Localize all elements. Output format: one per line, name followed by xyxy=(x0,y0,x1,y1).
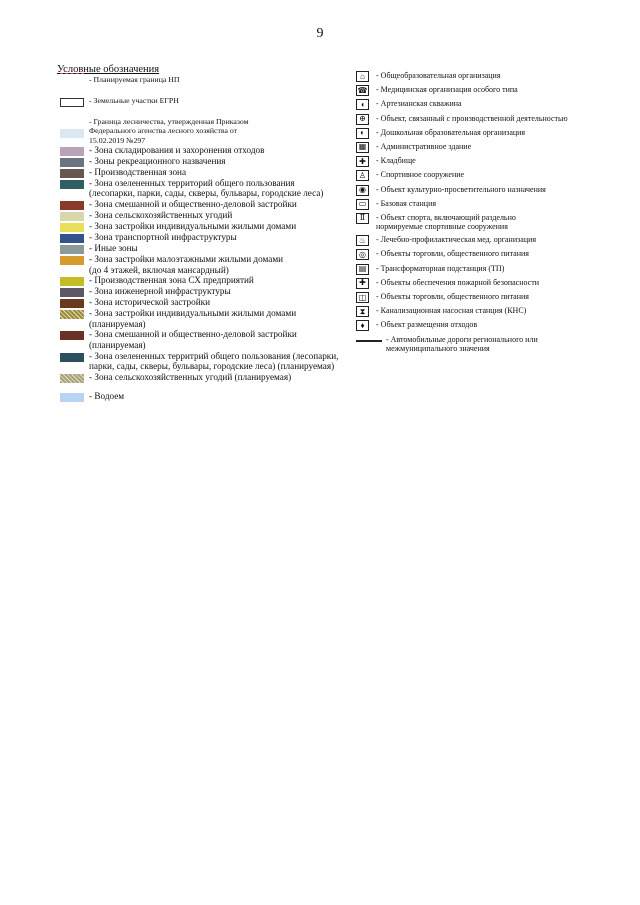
legend-zones-column xyxy=(60,75,360,402)
legend-zone-item xyxy=(60,243,360,254)
legend-zone-item xyxy=(60,351,360,372)
zone-swatch xyxy=(60,245,84,254)
zone-swatch xyxy=(60,299,84,308)
zone-swatch xyxy=(60,73,84,82)
road-line-icon xyxy=(356,340,382,342)
legend-zone-item xyxy=(60,297,360,308)
sport-object-icon: Ⅱ xyxy=(356,213,369,224)
school-icon: ⌂ xyxy=(356,71,369,82)
legend-zone-label: - Зона складирования и захоронения отходов xyxy=(89,144,265,155)
legend-symbol-item xyxy=(356,213,606,232)
zone-swatch xyxy=(60,212,84,221)
sewage-pump-icon: ⧗ xyxy=(356,306,369,317)
legend-symbol-label: - Объекты торговли, общественного питания xyxy=(376,292,529,301)
industrial-object-icon: ⊕ xyxy=(356,114,369,125)
fire-safety-icon: ✚ xyxy=(356,278,369,289)
base-station-icon: ▭ xyxy=(356,199,369,210)
transformer-icon: ▤ xyxy=(356,264,369,275)
zone-swatch xyxy=(60,256,84,265)
zone-swatch xyxy=(60,393,84,402)
legend-zone-label: - Производственная зона СХ предприятий xyxy=(89,275,254,286)
legend-symbol-item xyxy=(356,235,606,246)
clinic-icon: ♨ xyxy=(356,235,369,246)
culture-object-icon: ◉ xyxy=(356,185,369,196)
legend-zone-item xyxy=(60,167,360,178)
legend-symbol-label: - Объект, связанный с производственной деятельностью xyxy=(376,113,568,123)
legend-symbol-label: - Объекты торговли, общественного питания xyxy=(376,249,529,259)
legend-symbol-label: - Объект спорта, включающий раздельно нормируемые спортивные сооружения xyxy=(376,212,516,232)
legend-zone-item xyxy=(60,232,360,243)
legend-symbol-item xyxy=(356,335,606,354)
legend-symbol-label: - Кладбище xyxy=(376,156,416,166)
zone-swatch xyxy=(60,331,84,340)
legend-symbol-item xyxy=(356,71,606,82)
legend-zone-label: - Зона смешанной и общественно-деловой застройки xyxy=(89,199,297,209)
legend-symbol-item xyxy=(356,170,606,181)
legend-zone-label: - Зона смешанной и общественно-деловой застройки (планируемая) xyxy=(89,329,297,350)
legend-symbol-label: - Артезианская скважина xyxy=(376,99,462,109)
legend-zone-label: - Зона озелененных территорий общего пользования (лесопарки, парки, сады, скверы, бульвары, городские леса) xyxy=(89,177,324,199)
zone-swatch xyxy=(60,169,84,178)
legend-zone-label: - Иные зоны xyxy=(89,243,138,253)
legend-symbol-label: - Объект культурно-просветительного назначения xyxy=(376,184,546,194)
legend-zone-label: - Зона инженерной инфраструктуры xyxy=(89,286,231,297)
legend-zone-item xyxy=(60,372,360,383)
legend-zone-item xyxy=(60,199,360,210)
legend-zone-label: - Зона сельскохозяйственных угодий xyxy=(89,210,233,220)
legend-symbol-item xyxy=(356,306,606,317)
legend-symbol-label: - Объекты обеспечения пожарной безопасности xyxy=(376,277,540,287)
zone-swatch xyxy=(60,310,84,319)
medical-special-icon: ☎ xyxy=(357,85,368,95)
legend-zone-item xyxy=(60,117,360,145)
trade-food-icon: ◎ xyxy=(356,249,369,260)
legend-symbol-item xyxy=(356,114,606,125)
cemetery-icon: ✚ xyxy=(356,156,369,167)
legend-symbol-label: - Дошкольная образовательная организация xyxy=(376,127,526,137)
legend-symbol-label: - Административное здание xyxy=(376,141,472,151)
zone-swatch xyxy=(60,147,84,156)
zone-swatch xyxy=(60,223,84,232)
legend-symbol-item xyxy=(356,199,606,210)
admin-building-icon: ▦ xyxy=(356,142,369,153)
legend-zone-item xyxy=(60,308,360,329)
legend-title: Условные обозначения xyxy=(57,64,160,75)
legend-symbol-item xyxy=(356,249,606,260)
zone-swatch xyxy=(60,288,84,297)
legend-zone-item xyxy=(60,275,360,286)
legend-zone-label: - Зона застройки малоэтажными жилыми домами (до 4 этажей, включая мансардный) xyxy=(89,254,284,275)
legend-symbol-label: - Медицинская организация особого типа xyxy=(376,85,518,95)
zone-swatch xyxy=(60,277,84,286)
legend-symbol-item xyxy=(356,142,606,153)
legend-zone-item xyxy=(60,391,360,402)
legend-symbol-item xyxy=(356,264,606,275)
legend-zone-label: - Зона озелененных территрий общего пользования (лесопарки, парки, сады, скверы, бульвары, городские леса) (планируемая) xyxy=(89,350,339,372)
legend-symbol-item xyxy=(356,99,606,110)
page-number: 9 xyxy=(316,26,324,41)
zone-swatch xyxy=(60,129,84,138)
legend-symbol-label: - Спортивное сооружение xyxy=(376,170,465,180)
legend-zone-label: - Земельные участки ЕГРН xyxy=(89,96,179,106)
zone-swatch xyxy=(60,98,84,107)
trade-food-2-icon: ◫ xyxy=(356,292,369,303)
legend-zone-label: - Производственная зона xyxy=(89,166,187,177)
zone-swatch xyxy=(60,201,84,210)
legend-zone-label: - Зона транспортной инфраструктуры xyxy=(89,232,237,242)
legend-zone-label: - Граница лесничества, утвержденная Приказом Федерального агенства лесного хозяйства от 15.02.2019 №297 xyxy=(89,117,249,145)
legend-zone-label: - Водоем xyxy=(89,390,125,401)
legend-symbol-label: - Общеобразовательная организация xyxy=(376,71,501,80)
legend-zone-item xyxy=(60,329,360,350)
zone-swatch xyxy=(60,180,84,189)
legend-symbol-item xyxy=(356,185,606,196)
legend-zone-item xyxy=(60,145,360,156)
zone-swatch xyxy=(60,234,84,243)
legend-zone-label: - Зона застройки индивидуальными жилыми домами (планируемая) xyxy=(89,308,297,329)
zone-swatch xyxy=(60,158,84,167)
legend-zone-label: - Планируемая граница НП xyxy=(89,75,180,84)
legend-symbol-label: - Автомобильные дороги регионального или межмуниципального значения xyxy=(386,334,538,354)
legend-symbol-label: - Трансформаторная подстанция (ТП) xyxy=(376,263,505,273)
legend-zone-item xyxy=(60,156,360,167)
legend-zone-label: - Зоны рекреационного назвачения xyxy=(89,155,226,166)
kindergarten-icon: ◐ xyxy=(356,128,369,139)
legend-zone-item xyxy=(60,210,360,221)
legend-zone-label: - Зона исторической застройки xyxy=(89,297,211,308)
artesian-well-icon: ◖ xyxy=(356,99,369,110)
zone-swatch xyxy=(60,353,84,362)
legend-symbol-item xyxy=(356,128,606,139)
legend-zone-item xyxy=(60,178,360,199)
legend-symbol-label: - Объект размещения отходов xyxy=(376,320,478,330)
legend-symbol-label: - Базовая станция xyxy=(376,198,437,208)
legend-zone-item xyxy=(60,75,360,84)
legend-zone-item xyxy=(60,254,360,275)
legend-zone-item xyxy=(60,286,360,297)
legend-zone-item xyxy=(60,96,360,107)
legend-symbol-item xyxy=(356,320,606,331)
zone-swatch xyxy=(60,374,84,383)
sports-facility-icon: ♙ xyxy=(356,170,369,181)
legend-symbol-item xyxy=(356,156,606,167)
waste-site-icon: ♦ xyxy=(356,320,369,331)
legend-symbols-column xyxy=(356,71,606,357)
legend-symbol-item xyxy=(356,278,606,289)
legend-symbol-item xyxy=(356,292,606,303)
legend-symbol-label: - Лечебно-профилактическая мед. организация xyxy=(376,235,537,245)
legend-symbol-item xyxy=(356,85,606,96)
legend-zone-item xyxy=(60,221,360,232)
legend-symbol-label: - Канализационная насосная станция (КНС) xyxy=(376,306,527,316)
legend-zone-label: - Зона застройки индивидуальными жилыми домами xyxy=(89,221,297,231)
legend-zone-label: - Зона сельскохозяйственных угодий (планируемая) xyxy=(89,371,292,382)
